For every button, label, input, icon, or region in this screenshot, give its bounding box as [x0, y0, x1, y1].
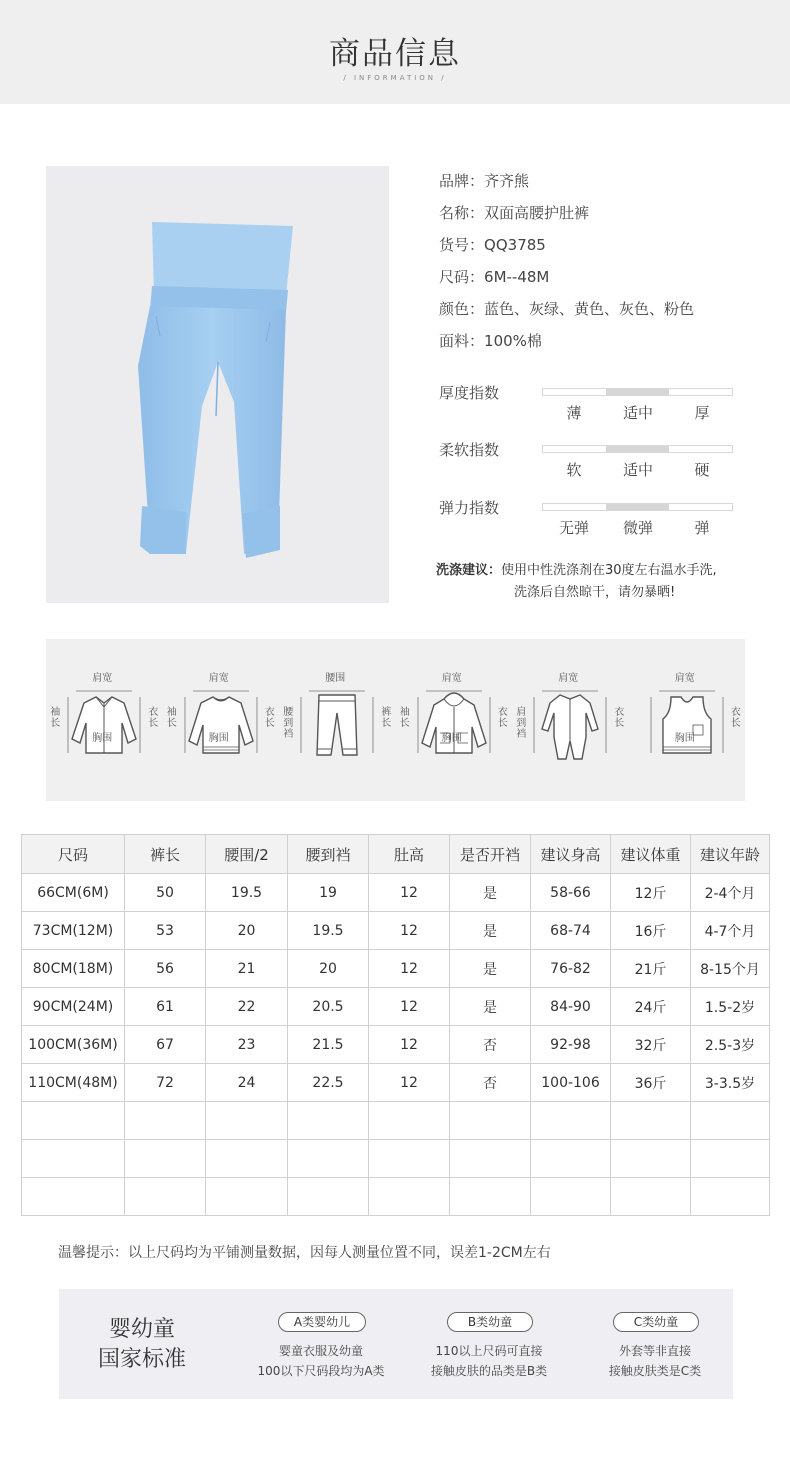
spec-separator: ： [469, 268, 485, 286]
table-cell [206, 1102, 288, 1140]
table-cell: 84-90 [531, 988, 611, 1026]
table-cell [288, 1102, 369, 1140]
standard-title [87, 1315, 197, 1375]
table-row [22, 912, 770, 950]
table-cell [531, 1178, 611, 1216]
table-cell [450, 1178, 531, 1216]
table-cell: 是 [450, 874, 531, 912]
table-header-row [22, 835, 770, 874]
table-cell [288, 1140, 369, 1178]
standard-class-desc [409, 1341, 569, 1381]
standard-class-pill: A类婴幼儿 [278, 1312, 366, 1332]
wash-label: 洗涤建议： [436, 563, 502, 578]
index-level [606, 446, 669, 452]
standard-desc-line: 110以上尺码可直接 [435, 1344, 543, 1358]
table-row [22, 1102, 770, 1140]
table-cell: 8-15个月 [691, 950, 770, 988]
spec-value: 6M--48M [484, 268, 550, 286]
page-header [0, 0, 790, 104]
garment-top-label: 肩宽 [441, 673, 462, 684]
table-cell: 是 [450, 950, 531, 988]
table-cell: 4-7个月 [691, 912, 770, 950]
standard-desc-line: 接触皮肤类是C类 [608, 1364, 702, 1378]
garment-right-label: 裤长 [381, 707, 392, 729]
table-cell: 12 [369, 874, 450, 912]
spec-separator: ： [469, 236, 485, 254]
wash-line2: 洗涤后自然晾干，请勿暴晒! [514, 585, 676, 600]
index-label: 弹力指数 [439, 499, 500, 517]
table-cell: 12斤 [611, 874, 691, 912]
standard-desc-line: 外套等非直接 [618, 1344, 691, 1358]
table-cell: 32斤 [611, 1026, 691, 1064]
standard-desc-line: 婴童衣服及幼童 [278, 1344, 363, 1358]
spec-value: 蓝色、灰绿、黄色、灰色、粉色 [484, 300, 695, 318]
table-row [22, 988, 770, 1026]
garment-left-label: 袖长 [50, 707, 61, 729]
standard-class-pill: B类幼童 [447, 1312, 533, 1332]
table-cell [125, 1178, 206, 1216]
romper-icon [532, 689, 608, 769]
table-header-cell: 腰到裆 [288, 835, 369, 874]
table-cell [691, 1102, 770, 1140]
index-tick-label: 软 [566, 461, 582, 479]
garment-center-label: 胸围 [674, 733, 695, 744]
spec-separator: ： [469, 172, 485, 190]
spec-row [439, 170, 529, 191]
table-cell [691, 1178, 770, 1216]
spec-row [439, 266, 549, 287]
table-cell [691, 1140, 770, 1178]
spec-separator: ： [469, 204, 485, 222]
index-label: 厚度指数 [439, 384, 500, 402]
table-cell [611, 1140, 691, 1178]
table-cell [611, 1178, 691, 1216]
table-cell: 是 [450, 912, 531, 950]
garment-center-label: 胸围 [208, 733, 229, 744]
spec-value: QQ3785 [484, 236, 546, 254]
measurement-guide [46, 639, 745, 801]
table-cell: 3-3.5岁 [691, 1064, 770, 1102]
spec-value: 双面高腰护肚裤 [484, 204, 590, 222]
table-cell [369, 1178, 450, 1216]
table-header-cell: 肚高 [369, 835, 450, 874]
garment-center-label: 胸围 [92, 733, 113, 744]
garment-top-label: 肩宽 [674, 673, 695, 684]
table-cell: 21 [206, 950, 288, 988]
table-row [22, 874, 770, 912]
pants-icon [299, 689, 375, 769]
table-cell: 58-66 [531, 874, 611, 912]
table-cell: 20 [206, 912, 288, 950]
size-note: 温馨提示：以上尺码均为平铺测量数据，因每人测量位置不同，误差1-2CM左右 [58, 1245, 551, 1261]
table-cell: 19 [288, 874, 369, 912]
table-cell: 12 [369, 1026, 450, 1064]
spec-row [439, 298, 694, 319]
garment-shirt [46, 639, 163, 801]
national-standard-panel [59, 1289, 733, 1399]
size-table [21, 834, 770, 1216]
product-image [46, 166, 389, 603]
table-cell: 23 [206, 1026, 288, 1064]
table-cell [450, 1102, 531, 1140]
table-cell [206, 1178, 288, 1216]
spec-value: 齐齐熊 [484, 172, 530, 190]
pants-illustration [46, 166, 389, 603]
table-cell: 24斤 [611, 988, 691, 1026]
index-tick-label: 硬 [694, 461, 710, 479]
spec-separator: ： [469, 300, 485, 318]
table-cell [125, 1140, 206, 1178]
index-level [606, 389, 669, 395]
spec-label: 品牌 [439, 172, 470, 190]
table-cell: 22 [206, 988, 288, 1026]
table-cell [206, 1140, 288, 1178]
page-subtitle: / INFORMATION / [343, 74, 447, 82]
index-bar [542, 503, 733, 511]
table-cell: 21斤 [611, 950, 691, 988]
table-cell: 2-4个月 [691, 874, 770, 912]
garment-left-label: 袖长 [399, 707, 410, 729]
garment-sweater [163, 639, 280, 801]
table-cell: 56 [125, 950, 206, 988]
wash-line1: 使用中性洗涤剂在30度左右温水手洗, [501, 563, 717, 578]
page-title: 商品信息 [329, 36, 461, 72]
wash-advice [436, 560, 717, 604]
index-label: 柔软指数 [439, 441, 500, 459]
table-row [22, 1064, 770, 1102]
garment-right-label: 衣长 [614, 707, 625, 729]
index-tick-label: 适中 [622, 461, 653, 479]
table-cell [22, 1102, 125, 1140]
table-cell: 100CM(36M) [22, 1026, 125, 1064]
spec-value: 100%棉 [484, 332, 542, 350]
table-cell [611, 1102, 691, 1140]
table-cell [22, 1140, 125, 1178]
table-row [22, 1178, 770, 1216]
garment-hoodie [396, 639, 513, 801]
spec-label: 面料 [439, 332, 470, 350]
table-cell [369, 1102, 450, 1140]
table-cell [369, 1140, 450, 1178]
spec-row [439, 330, 542, 351]
standard-title-line2: 国家标准 [97, 1347, 186, 1372]
standard-desc-line: 接触皮肤的品类是B类 [430, 1364, 548, 1378]
spec-label: 货号 [439, 236, 470, 254]
table-cell: 73CM(12M) [22, 912, 125, 950]
standard-class-pill: C类幼童 [613, 1312, 699, 1332]
table-header-cell: 裤长 [125, 835, 206, 874]
table-cell [450, 1140, 531, 1178]
table-cell: 19.5 [206, 874, 288, 912]
table-header-cell: 建议身高 [531, 835, 611, 874]
table-cell: 24 [206, 1064, 288, 1102]
garment-top-label: 腰围 [325, 673, 346, 684]
table-row [22, 950, 770, 988]
table-cell: 110CM(48M) [22, 1064, 125, 1102]
spec-label: 尺码 [439, 268, 470, 286]
table-cell: 21.5 [288, 1026, 369, 1064]
standard-class-desc [241, 1341, 401, 1381]
table-cell: 67 [125, 1026, 206, 1064]
table-cell: 92-98 [531, 1026, 611, 1064]
table-cell [531, 1102, 611, 1140]
spec-label: 颜色 [439, 300, 470, 318]
table-cell: 61 [125, 988, 206, 1026]
table-cell: 76-82 [531, 950, 611, 988]
garment-pants [279, 639, 396, 801]
standard-class-desc [575, 1341, 735, 1381]
index-tick-label: 薄 [566, 404, 582, 422]
table-header-cell: 是否开裆 [450, 835, 531, 874]
garment-right-label: 衣长 [264, 707, 275, 729]
table-cell: 80CM(18M) [22, 950, 125, 988]
table-header-cell: 腰围/2 [206, 835, 288, 874]
standard-desc-line: 100以下尺码段均为A类 [257, 1364, 385, 1378]
table-cell: 1.5-2岁 [691, 988, 770, 1026]
garment-top-label: 肩宽 [92, 673, 113, 684]
table-cell: 12 [369, 1064, 450, 1102]
table-cell: 19.5 [288, 912, 369, 950]
spec-label: 名称 [439, 204, 470, 222]
table-cell: 66CM(6M) [22, 874, 125, 912]
table-cell: 12 [369, 988, 450, 1026]
table-cell: 12 [369, 950, 450, 988]
table-cell: 20 [288, 950, 369, 988]
index-bar [542, 388, 733, 396]
garment-left-label: 肩到裆 [516, 707, 527, 740]
table-cell: 20.5 [288, 988, 369, 1026]
table-cell: 16斤 [611, 912, 691, 950]
garment-romper [512, 639, 629, 801]
table-cell: 90CM(24M) [22, 988, 125, 1026]
garment-left-label: 袖长 [166, 707, 177, 729]
table-cell: 50 [125, 874, 206, 912]
table-cell [22, 1178, 125, 1216]
table-cell [125, 1102, 206, 1140]
garment-left-label: 腰到裆 [283, 707, 294, 740]
table-cell: 36斤 [611, 1064, 691, 1102]
index-tick-label: 弹 [694, 519, 710, 537]
table-cell [531, 1140, 611, 1178]
table-cell: 100-106 [531, 1064, 611, 1102]
index-tick-label: 厚 [694, 404, 710, 422]
garment-top-label: 肩宽 [558, 673, 579, 684]
spec-separator: ： [469, 332, 485, 350]
spec-row [439, 202, 589, 223]
table-header-cell: 尺码 [22, 835, 125, 874]
garment-top-label: 肩宽 [208, 673, 229, 684]
garment-right-label: 衣长 [497, 707, 508, 729]
index-tick-label: 无弹 [558, 519, 589, 537]
table-cell: 否 [450, 1064, 531, 1102]
table-cell: 2.5-3岁 [691, 1026, 770, 1064]
index-tick-label: 适中 [622, 404, 653, 422]
table-cell: 是 [450, 988, 531, 1026]
standard-title-line1: 婴幼童 [108, 1317, 175, 1342]
table-row [22, 1140, 770, 1178]
garment-vest [629, 639, 746, 801]
index-bar [542, 445, 733, 453]
garment-right-label: 衣长 [148, 707, 159, 729]
table-header-cell: 建议体重 [611, 835, 691, 874]
garment-right-label: 衣长 [730, 707, 741, 729]
table-cell: 12 [369, 912, 450, 950]
spec-row [439, 234, 546, 255]
table-row [22, 1026, 770, 1064]
index-tick-label: 微弹 [622, 519, 653, 537]
table-cell [288, 1178, 369, 1216]
table-cell: 否 [450, 1026, 531, 1064]
index-level [606, 504, 669, 510]
table-cell: 68-74 [531, 912, 611, 950]
table-cell: 53 [125, 912, 206, 950]
table-header-cell: 建议年龄 [691, 835, 770, 874]
garment-center-label: 胸围 [441, 733, 462, 744]
table-cell: 22.5 [288, 1064, 369, 1102]
table-cell: 72 [125, 1064, 206, 1102]
